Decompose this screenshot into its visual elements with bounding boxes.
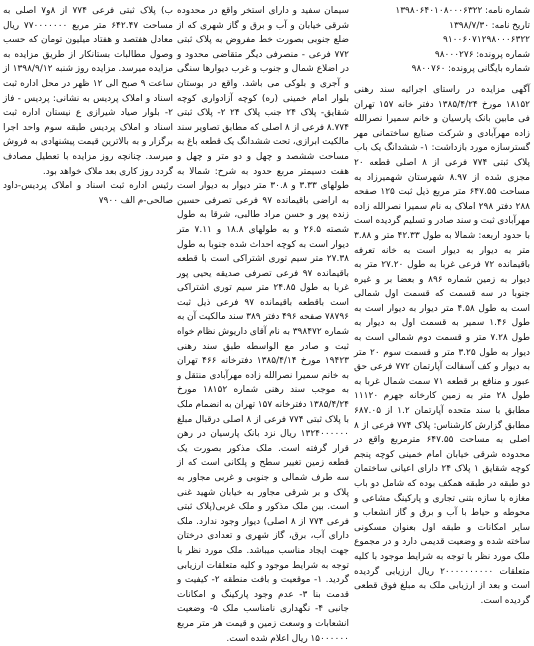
notice-number: شماره نامه: ۱۳۹۸۰۶۴۰۱۰۸۰۰۰۶۳۲۲ [395, 6, 530, 16]
notice-column-middle [177, 4, 350, 644]
notice-column-left [3, 4, 173, 572]
letter-date: تاریخ نامه: ۱۳۹۸/۷/۳۰ [449, 20, 530, 31]
notice-body-middle: سیمان سفید و دارای استخر واقع در محدوده شرقی خیابان و آب و برق و گاز شهری که از ضلع جنوبی بصورت خط مفروض به پلاک ثبتی ۷۷۲ فرعی - منصرفی دیگر متقاضی محدود و در اضلاع شمال و جنوب و غرب دیوارها سنگی و آجری و بلوکی می باشد. واقع در بوستان بلوار امام خمینی (ره) کوچه آزادواری کوچه شقایق- پلاک ۲۴ جنب پلاک ۲۴ ۲- پلاک ثبتی ۸.۷۷۴ فرعی از ۸ اصلی که مطابق تصاویر سند مالکیت ابرازی، تحت ششدانگ یک قطعه باغ به مساحت ششصد و چهل و دو متر و چهل و هفت دسیمتر مربع حدود به شرح: شمالا به طولهای ۳.۳۳ و ۳۰.۸ متر دیوار به دیوار است به اراضی باقیمانده ۹۷ فرعی تصرفی حسین زنده پور و حسن مراد طالبی، شرقا به طول شصته ۲۶.۵ و به طولهای ۱۸.۸ و ۷.۱۱ متر دیوار است به کوچه احداث شده جنوبا به طول ۲۷.۳۸ متر سیم توری اشتراکی است با قطعه باقیمانده ۹۷ فرعی تصرفی صدیقه یحیی پور غربا به طول ۲۴.۸۵ متر سیم توری اشتراکی است باقطعه باقیمانده ۹۷ فرعی ذیل ثبت ۷۸۷۹۶ صفحه ۴۹۶ دفتر ۳۸۹ سند مالکیت آن به شماره ۳۹۸۴۷۲ به نام آقای داریوش نظام خواه ثبت و صادر مع الواسطه طبق سند رهنی ۱۹۴۲۳ مورخ ۱۳۸۵/۴/۱۴ دفترخانه ۴۶۶ تهران به خانم سمیرا نصرالله زاده مهرآبادی منتقل و به موجب سند رهنی شماره ۱۸۱۵۲ مورخ ۱۳۸۵/۴/۲۴ دفترخانه ۱۵۷ تهران به انضمام ملک با پلاک ثبتی ۷۷۴ فرعی از ۸ اصلی درقبال مبلغ ۱۳۲۴۰۰۰۰۰۰ ریال نزد بانک پارسیان در رهن قرار گرفته است. ملک مذکور بصورت یک قطعه زمین تغییر سطح و پلکانی است که از سه طرف شمالی و جنوبی و غربی مجاور به پلاک و بر شرقی مجاور به خیابان شهید غنی است. بین ملک مذکور و ملک غربی(پلاک ثبتی فرعی ۷۷۴ از ۸ اصلی) دیوار وجود ندارد. ملک دارای آب، برق، گاز شهری و تعدادی درختان جهت ایجاد مناسب میباشد. ملک مورد نظر با توجه به شرایط موجود و کلیه متعلقات ارزیابی گردید. ۱- موقعیت و بافت منطقه ۲- کیفیت و قدمت بنا ۳- عدم وجود پارکینگ و امکانات جانبی ۴- نگهداری نامناسب ملک ۵- وضعیت انشعابات و وسعت زمین و قیمت هر متر مربع ۱۵۰۰۰۰۰۰ ریال اعلام شده است. [177, 6, 350, 644]
notice-column-right [354, 4, 531, 606]
tracking-number: ۹۱۰۰۶۰۷۱۲۹۸۰۰۰۶۳۲۲ [442, 35, 530, 46]
notice-header [354, 4, 530, 83]
page-number: شماره پرونده: ۹۸۰۰۰۲۷۶ [434, 49, 530, 60]
notice-body-right: آگهی مزایده در راستای اجرائیه سند رهنی ۱۸۱۵۲ مورخ ۱۳۸۵/۴/۲۴ دفتر خانه ۱۵۷ تهران فی مابین بانک پارسیان و خانم سمیرا نصرالله زاده مهرآبادی و شرکت صنایع ساختمانی مهر گسترسازه مورد بازداشت: ۱- ششدانگ یک باب پلاک ثبتی ۷۷۴ فرعی از ۸ اصلی قطعه ۲۰ مجزی شده از ۸.۹۷ شهرستان شهمیرزاد به مساحت ۶۴۷.۵۵ متر مربع ذیل ثبت ۱۲۵ صفحه ۲۸۸ دفتر ۲۹۸ املاک به نام سمیرا نصرالله زاده مهرآبادی ثبت و سند صادر و تسلیم گردیده است با حدود اربعه: شمالا به طول ۴۲.۳۳ متر و ۳.۸۸ متر به دیوار به دیوار است به خانه تعرفه باقیمانده ۷۲ فرعی غربا به طول ۲۷.۲۰ متر به دیوار به زمین شماره ۸۹۶ و بعضا بر و غیره جنوبا در سه قسمت که قسمت اول شمالی است به طول ۴.۵۸ متر دیوار به دیوار است به طول ۱.۴۶ سمیر به قسمت اول به دیوار به طول ۷.۲۸ متر و قسمت دوم شمالی است به دیوار به طول ۳.۲۵ متر و قسمت سوم ۲۰ متر به دیوار و کف آسفالت آپارتمان ۷۷۲ فرعی حق عبور و منافع بر قطعه ۷۱ سمت شمال غربا به طول ۲۸ متر به زمین کارخانه جهرم ۱۱۱۲۰ مطابق با سند متحده آپارتمان ۱.۲ از ۶۸۷.۰۵ مطابق گزارش کارشناس: پلاک ۷۷۴ فرعی از ۸ اصلی به مساحت ۶۴۷.۵۵ مترمربع واقع در محدوده شرقی خیابان امام خمینی کوچه پنجم کوچه شقایق ۱ پلاک ۲۴ دارای اعیانی ساختمان دو طبقه در طبقه همکف بوده که شامل دو باب مغازه با سازه بتنی تجاری و پارکینگ مشاعی و محوطه و حیاط با آب و برق و گاز انشعاب و سایر امکانات و طبقه اول بعنوان مسکونی ساخته شده و وضعیت قدیمی دارد و در مجموع ملک مورد نظر با توجه به شرایط موجود با کلیه متعلقات ۲۰۰۰۰۰۰۰۰۰۰ ریال ارزیابی گردیده است و بعد از ارزیابی ملک به مبلغ فوق قطعی گردیده است. [354, 84, 531, 606]
notice-body-left: ب) پلاک ثبتی فرعی ۷۷۴ از ۸و۷ اصلی به مساحت ۶۴۲.۴۷ متر مربع ۷۷۰۰۰۰۰۰۰ ریال معادل هفتصد و هفتاد میلیون تومان که حسب وصول مطالبات بستانکار از طریق مزایده به مزایده میرسد. مزایده روز شنبه ۱۳۹۸/۹/۱۲ از ساعت ۹ صبح الی ۱۲ ظهر در محل اداره ثبت اسناد و املاک پردیس به نشانی: پردیس - فاز ۲- بلوار صیاد شیرازی ع نیستان اداره ثبت اسناد و املاک پردیس طبقه سوم واحد اجرا برگزار و به بالاترین قیمت پیشنهادی به فروش میرسد. چنانچه روز مزایده با تعطیل مصادف گردد روز کاری بعد ملاک خواهد بود. [3, 6, 174, 177]
notice-signature: رئیس اداره ثبت اسناد و املاک پردیس-داود صالحی-م الف ۷۹۰۰ [3, 181, 173, 206]
archive-number: شماره بایگانی پرونده: ۹۸۰۰۷۶۰ [411, 64, 530, 75]
